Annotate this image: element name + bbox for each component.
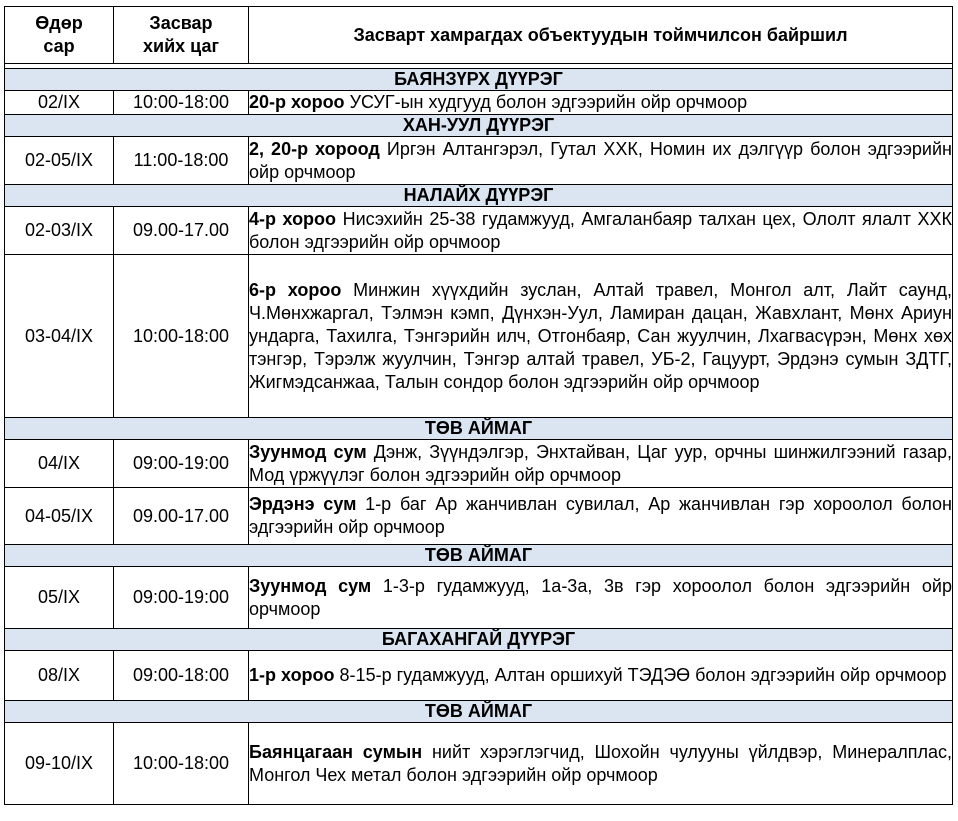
table-row: [5, 137, 953, 185]
section-nalaikh: [5, 185, 953, 418]
row-location: [249, 567, 953, 629]
location-text: Дэнж, Зүүндэлгэр, Энхтайван, Цаг уур, орчны шинжилгээний газар, Мод үржүүлэг болон эдгээрийн ойр орчмоор: [249, 441, 952, 485]
row-time: 09:00-19:00: [114, 567, 249, 629]
region-title: ТӨВ АЙМАГ: [5, 701, 953, 723]
row-location: [249, 488, 953, 545]
table-row: [5, 255, 953, 418]
table-row: [5, 567, 953, 629]
row-location: [249, 255, 953, 418]
location-bold: 6-р хороо: [249, 279, 342, 300]
row-date: 08/IX: [5, 651, 114, 701]
row-date: 05/IX: [5, 567, 114, 629]
region-title: ХАН-УУЛ ДҮҮРЭГ: [5, 115, 953, 137]
section-bagakhangai: [5, 629, 953, 701]
region-row: [5, 629, 953, 651]
row-time: 09:00-19:00: [114, 440, 249, 488]
location-bold: 4-р хороо: [249, 208, 337, 229]
row-time: 10:00-18:00: [114, 723, 249, 805]
header-date: [5, 7, 114, 64]
row-location: [249, 440, 953, 488]
location-text: 1-3-р гудамжууд, 1а-3а, 3в гэр хороолол болон эдгээрийн ойр орчмоор: [249, 575, 952, 619]
header-time: [114, 7, 249, 64]
row-location: [249, 207, 953, 255]
header-time-line1: Засвар: [149, 13, 213, 33]
row-time: 09:00-18:00: [114, 651, 249, 701]
row-date: 09-10/IX: [5, 723, 114, 805]
location-text: 1-р баг Ар жанчивлан сувилал, Ар жанчивлан гэр хороолол болон эдгээрийн ойр орчмоор: [249, 494, 952, 537]
region-row: [5, 545, 953, 567]
row-time: 10:00-18:00: [114, 255, 249, 418]
section-bayanzurkh: [5, 69, 953, 115]
table-row: [5, 440, 953, 488]
row-date: 02/IX: [5, 91, 114, 115]
header-date-line2: сар: [43, 36, 75, 56]
header-location: Засварт хамрагдах объектуудын тоймчилсон байршил: [249, 7, 953, 64]
location-bold: Эрдэнэ сум: [249, 494, 357, 514]
row-date: 04/IX: [5, 440, 114, 488]
header-date-line1: Өдөр: [35, 13, 83, 33]
table-row: [5, 488, 953, 545]
header-row: [5, 7, 953, 64]
location-text: Нисэхийн 25-38 гудамжууд, Амгаланбаяр талхан цех, Ололт ялалт ХХК болон эдгээрийн ойр орчмоор: [249, 208, 953, 252]
row-date: 03-04/IX: [5, 255, 114, 418]
region-title: НАЛАЙХ ДҮҮРЭГ: [5, 185, 953, 207]
header-time-line2: хийх цаг: [143, 36, 219, 56]
location-bold: Зуунмод сум: [249, 575, 372, 596]
region-title: БАГАХАНГАЙ ДҮҮРЭГ: [5, 629, 953, 651]
region-row: [5, 115, 953, 137]
region-title: ТӨВ АЙМАГ: [5, 545, 953, 567]
repair-schedule-table: [4, 6, 953, 805]
row-time: 09.00-17.00: [114, 488, 249, 545]
region-row: [5, 418, 953, 440]
location-bold: Баянцагаан сумын: [249, 741, 423, 762]
row-location: [249, 137, 953, 185]
row-time: 09.00-17.00: [114, 207, 249, 255]
location-text: УСУГ-ын худгууд болон эдгээрийн ойр орчмоор: [344, 92, 748, 112]
location-bold: 1-р хороо: [249, 665, 335, 685]
location-text: Минжин хүүхдийн зуслан, Алтай травел, Монгол алт, Лайт саунд, Ч.Мөнхжаргал, Тэлмэн кэмп, Дүнхэн-Уул, Ламиран дацан, Жавхлант, Мөнх Ариун ундарга, Тахилга, Тэнгэрийн илч, Отгонбаяр, Сан жуулчин, Лхагвасүрэн, Мөнх хөх тэнгэр, Тэрэлж жуулчин, Тэнгэр алтай травел, УБ-2, Гацуурт, Эрдэнэ сумын ЗДТГ, Жигмэдсанжаа, Талын сондор болон эдгээрийн ойр орчмоор: [249, 279, 952, 392]
row-location: [249, 723, 953, 805]
row-date: 02-03/IX: [5, 207, 114, 255]
row-time: 11:00-18:00: [114, 137, 249, 185]
region-row: [5, 185, 953, 207]
table-row: [5, 723, 953, 805]
section-khan-uul: [5, 115, 953, 185]
table-row: [5, 207, 953, 255]
row-location: [249, 651, 953, 701]
section-tuv-2: [5, 545, 953, 629]
row-date: 02-05/IX: [5, 137, 114, 185]
table-row: [5, 91, 953, 115]
section-tuv-1: [5, 418, 953, 545]
region-row: [5, 69, 953, 91]
row-location: [249, 91, 953, 115]
location-bold: 20-р хороо: [249, 92, 345, 112]
location-text: 8-15-р гудамжууд, Алтан оршихуй ТЭДЭӨ болон эдгээрийн ойр орчмоор: [334, 665, 947, 685]
location-bold: 2, 20-р хороод: [249, 138, 380, 159]
location-text: нийт хэрэглэгчид, Шохойн чулууны үйлдвэр, Минералплас, Монгол Чех метал болон эдгээрийн ойр орчмоор: [249, 741, 953, 785]
table-row: [5, 651, 953, 701]
region-row: [5, 701, 953, 723]
row-date: 04-05/IX: [5, 488, 114, 545]
row-time: 10:00-18:00: [114, 91, 249, 115]
section-tuv-3: [5, 701, 953, 805]
region-title: ТӨВ АЙМАГ: [5, 418, 953, 440]
location-text: Иргэн Алтангэрэл, Гутал ХХК, Номин их дэлгүүр болон эдгээрийн ойр орчмоор: [249, 138, 952, 182]
location-bold: Зуунмод сум: [249, 441, 367, 462]
region-title: БАЯНЗҮРХ ДҮҮРЭГ: [5, 69, 953, 91]
